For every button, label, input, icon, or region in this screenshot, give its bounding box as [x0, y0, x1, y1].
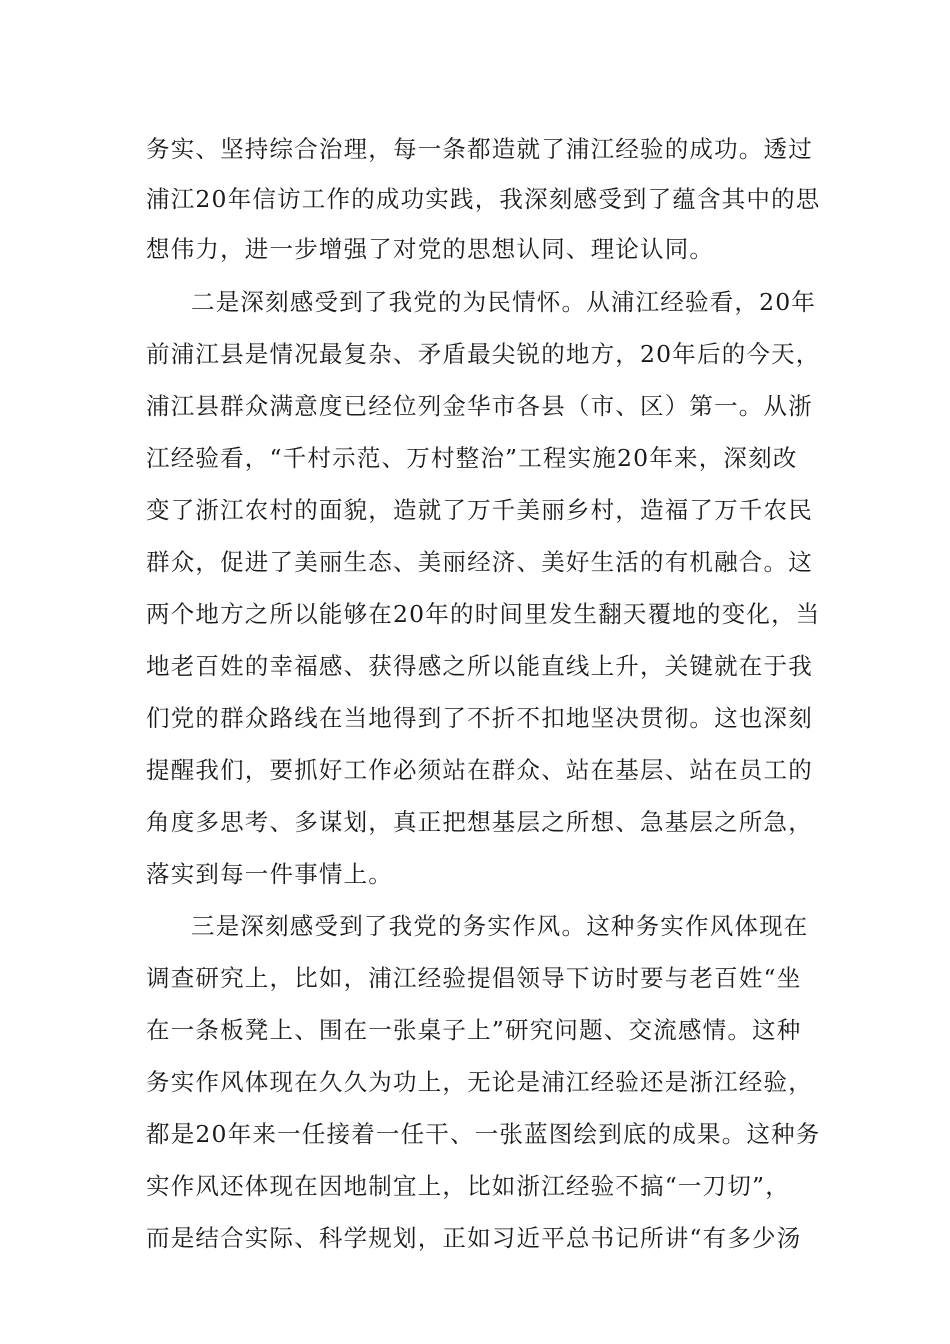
text-line-5: 前浦江县是情况最复杂、矛盾最尖锐的地方，20年后的今天，: [146, 340, 821, 368]
text-line-19: 务实作风体现在久久为功上，无论是浦江经验还是浙江经验，: [146, 1068, 813, 1096]
text-line-18: 在一条板凳上、围在一张桌子上”研究问题、交流感情。这种: [146, 1016, 802, 1044]
text-line-17: 调查研究上，比如，浦江经验提倡领导下访时要与老百姓“坐: [146, 964, 802, 992]
text-line-10: 两个地方之所以能够在20年的时间里发生翻天覆地的变化，当: [146, 600, 821, 628]
text-line-11: 地老百姓的幸福感、获得感之所以能直线上升，关键就在于我: [146, 652, 813, 680]
text-line-22: 而是结合实际、科学规划，正如习近平总书记所讲“有多少汤: [146, 1224, 802, 1252]
text-line-15: 落实到每一件事情上。: [146, 860, 393, 888]
text-line-1: 务实、坚持综合治理，每一条都造就了浦江经验的成功。透过: [146, 135, 813, 163]
text-line-2: 浦江20年信访工作的成功实践，我深刻感受到了蕴含其中的思: [146, 185, 821, 213]
text-line-12: 们党的群众路线在当地得到了不折不扣地坚决贯彻。这也深刻: [146, 704, 813, 732]
text-line-7: 江经验看，“千村示范、万村整治”工程实施20年来，深刻改: [146, 444, 798, 472]
text-line-21: 实作风还体现在因地制宜上，比如浙江经验不搞“一刀切”，: [146, 1172, 790, 1200]
text-line-13: 提醒我们，要抓好工作必须站在群众、站在基层、站在员工的: [146, 756, 813, 784]
text-line-14: 角度多思考、多谋划，真正把想基层之所想、急基层之所急，: [146, 808, 813, 836]
text-line-20: 都是20年来一任接着一任干、一张蓝图绘到底的成果。这种务: [146, 1120, 821, 1148]
paragraph-2-first-line: 二是深刻感受到了我党的为民情怀。从浦江经验看，20年: [191, 288, 817, 316]
text-line-9: 群众，促进了美丽生态、美丽经济、美好生活的有机融合。这: [146, 548, 813, 576]
text-line-6: 浦江县群众满意度已经位列金华市各县（市、区）第一。从浙: [146, 392, 813, 420]
text-line-8: 变了浙江农村的面貌，造就了万千美丽乡村，造福了万千农民: [146, 496, 813, 524]
text-line-3: 想伟力，进一步增强了对党的思想认同、理论认同。: [146, 235, 715, 263]
paragraph-3-first-line: 三是深刻感受到了我党的务实作风。这种务实作风体现在: [191, 912, 809, 940]
